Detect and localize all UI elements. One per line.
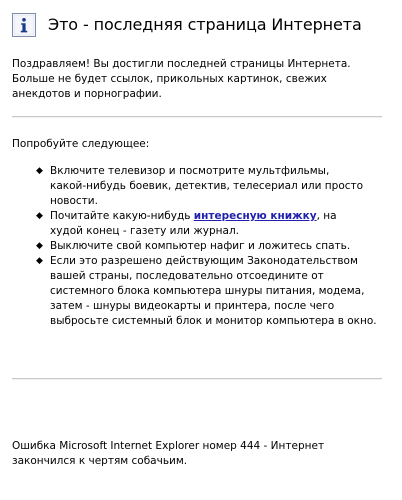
footer-line: Ошибка Microsoft Internet Explorer номер 444 - Интернет — [12, 440, 325, 452]
intro-line: Поздравляем! Вы достигли последней страницы Интернета. — [12, 58, 351, 70]
bullet-icon: ◆ — [36, 256, 43, 266]
item-text: Почитайте какую-нибудь — [50, 210, 191, 222]
item-text-line: Если это разрешено действующим Законодательством — [50, 255, 358, 267]
item-text-line: затем - шнуры видеокарты и принтера, после чего — [50, 300, 335, 312]
list-item — [36, 239, 386, 254]
intro-line: Больше не будет ссылок, прикольных картинок, свежих — [12, 73, 327, 85]
item-text-line: худой конец - газету или журнал. — [50, 225, 240, 237]
list-item — [36, 164, 386, 209]
item-text-line: вашей страны, последовательно отсоедините от — [50, 270, 324, 282]
intro-line: анекдотов и порнографии. — [12, 88, 162, 100]
item-text-line: какой-нибудь боевик, детектив, телесериал или просто — [50, 180, 364, 192]
try-label: Попробуйте следующее: — [12, 138, 150, 150]
list-item — [36, 254, 386, 329]
item-text-line: системного блока компьютера шнуры питания, модема, — [50, 285, 365, 297]
item-text-line: выбросьте системный блок и монитор компьютера в окно. — [50, 315, 377, 327]
page-title: Это - последняя страница Интернета — [48, 15, 362, 34]
interesting-book-link[interactable]: интересную книжку — [193, 210, 317, 222]
item-text-line: новости. — [50, 195, 98, 207]
list-item — [36, 209, 386, 239]
info-icon — [12, 13, 36, 37]
divider-top — [12, 116, 382, 118]
bullet-icon: ◆ — [36, 241, 43, 251]
item-text-line: Включите телевизор и посмотрите мультфильмы, — [50, 165, 330, 177]
item-text-line — [50, 209, 386, 224]
bullet-icon: ◆ — [36, 166, 43, 176]
suggestion-list — [36, 164, 386, 329]
item-text-line: Выключите свой компьютер нафиг и ложитесь спать. — [50, 240, 351, 252]
item-text: , на — [316, 210, 337, 222]
page-header — [12, 10, 362, 40]
divider-bottom — [12, 378, 382, 380]
footer-line: закончился к чертям собачьим. — [12, 455, 188, 467]
intro-text — [12, 57, 392, 102]
error-footer — [12, 439, 392, 469]
bullet-icon: ◆ — [36, 211, 43, 221]
